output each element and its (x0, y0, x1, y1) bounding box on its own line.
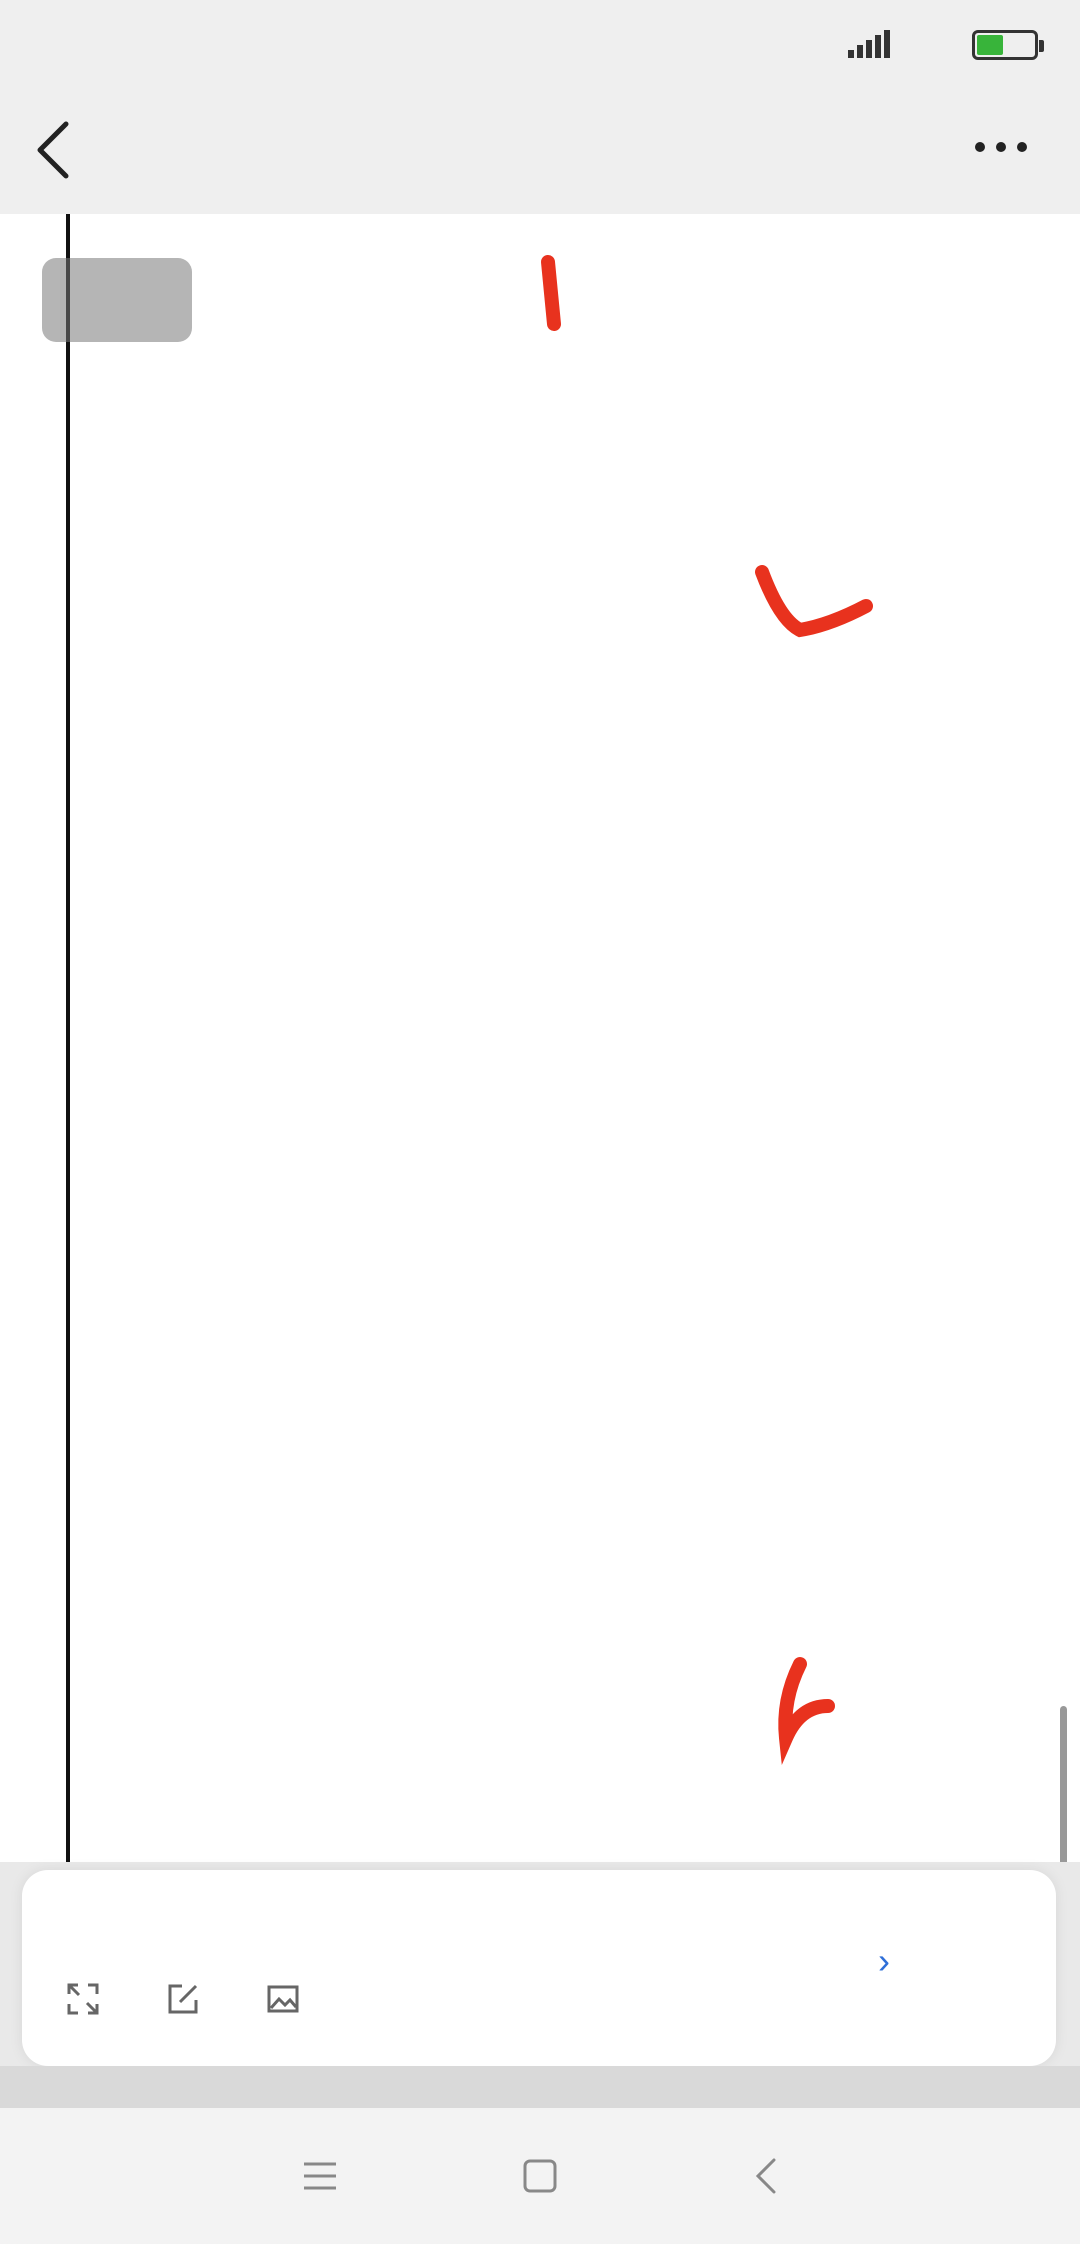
divider-strip (0, 2066, 1080, 2108)
image-icon (266, 1982, 300, 2016)
page-indicator (42, 258, 192, 342)
back-button[interactable] (30, 118, 80, 182)
convert-image-button[interactable] (266, 1982, 312, 2016)
nav-bar (0, 90, 1080, 214)
status-bar (0, 0, 1080, 90)
document-viewer[interactable] (0, 214, 1080, 1862)
annotate-button[interactable] (166, 1982, 212, 2016)
chevron-right-icon: › (878, 1940, 890, 1981)
signal-icon (848, 30, 890, 58)
home-button[interactable] (518, 2154, 562, 2198)
use-now-button[interactable] (870, 1940, 890, 1982)
home-square-icon (518, 2154, 562, 2198)
system-navigation-bar (0, 2108, 1080, 2244)
chevron-left-icon (30, 118, 80, 182)
qq-browser-banner[interactable] (22, 1870, 1056, 2066)
menu-icon (298, 2154, 342, 2198)
fullscreen-button[interactable] (66, 1982, 112, 2016)
edit-icon (166, 1982, 200, 2016)
battery-icon (972, 30, 1038, 60)
spec-sheet (66, 214, 1080, 1862)
system-back-button[interactable] (746, 2154, 790, 2198)
fullscreen-icon (66, 1982, 100, 2016)
back-arrow-icon (746, 2154, 790, 2198)
scrollbar[interactable] (1060, 1706, 1067, 1862)
more-icon (975, 142, 985, 152)
menu-button[interactable] (298, 2154, 342, 2198)
more-options-button[interactable] (975, 142, 1035, 156)
